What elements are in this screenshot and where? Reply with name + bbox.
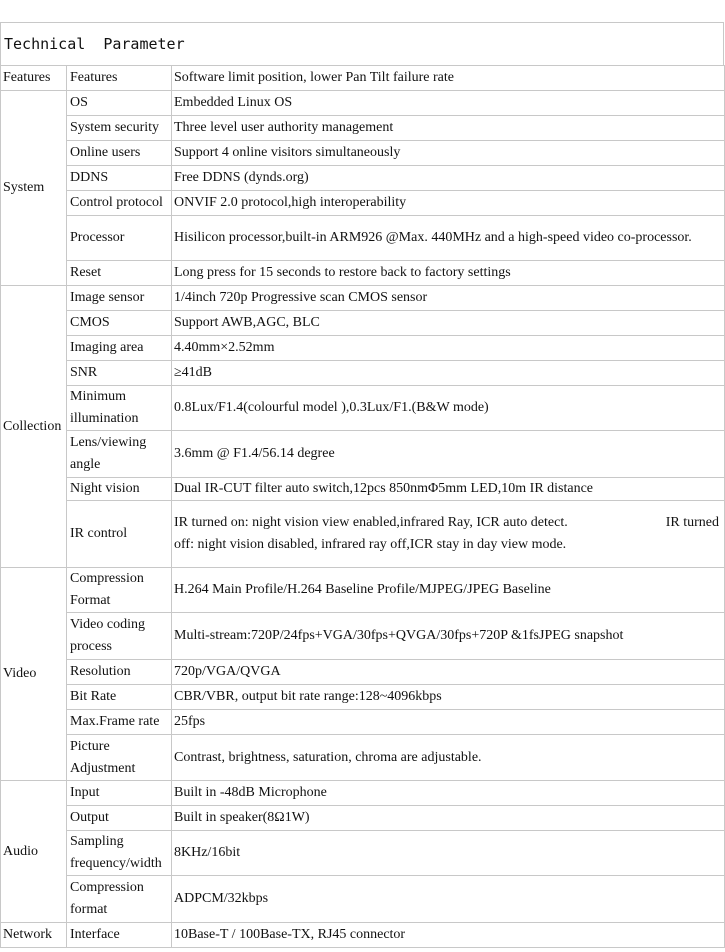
- table-row: [1, 710, 725, 735]
- header-feature: Features: [67, 66, 172, 91]
- value-cell: 0.8Lux/F1.4(colourful model ),0.3Lux/F1.(B&W mode): [172, 386, 725, 431]
- value-cell: 3.6mm @ F1.4/56.14 degree: [172, 431, 725, 478]
- feature-cell: Interface: [67, 923, 172, 948]
- category-cell: Video: [1, 568, 67, 781]
- feature-cell: Output: [67, 806, 172, 831]
- table-row: [1, 501, 725, 568]
- table-row: [1, 361, 725, 386]
- value-cell: Multi-stream:720P/24fps+VGA/30fps+QVGA/30fps+720P &1fsJPEG snapshot: [172, 613, 725, 660]
- feature-cell: Minimum illumination: [67, 386, 172, 431]
- feature-cell: Lens/viewing angle: [67, 431, 172, 478]
- table-row: [1, 91, 725, 116]
- feature-cell: Imaging area: [67, 336, 172, 361]
- value-cell: ADPCM/32kbps: [172, 876, 725, 923]
- feature-cell: Processor: [67, 216, 172, 261]
- table-row: [1, 431, 725, 478]
- category-cell: Audio: [1, 781, 67, 923]
- value-cell: Dual IR-CUT filter auto switch,12pcs 850nmΦ5mm LED,10m IR distance: [172, 478, 725, 501]
- feature-cell: Reset: [67, 261, 172, 286]
- spec-table: [0, 65, 725, 948]
- value-cell: Support 4 online visitors simultaneously: [172, 141, 725, 166]
- table-row: [1, 478, 725, 501]
- value-cell: 25fps: [172, 710, 725, 735]
- feature-cell: Night vision: [67, 478, 172, 501]
- value-cell: Free DDNS (dynds.org): [172, 166, 725, 191]
- feature-cell: OS: [67, 91, 172, 116]
- table-row: [1, 685, 725, 710]
- ir-off-text: IR turned off: night vision disabled, infrared ray off,ICR stay in day view mode.: [174, 515, 719, 552]
- table-row: [1, 336, 725, 361]
- value-cell: Hisilicon processor,built-in ARM926 @Max. 440MHz and a high-speed video co-processor.: [172, 216, 725, 261]
- feature-cell: Control protocol: [67, 191, 172, 216]
- table-row: [1, 311, 725, 336]
- table-row: [1, 261, 725, 286]
- sheet-title: Technical Parameter: [0, 22, 724, 65]
- feature-cell: SNR: [67, 361, 172, 386]
- table-row: [1, 923, 725, 948]
- feature-cell: Sampling frequency/width: [67, 831, 172, 876]
- table-row: [1, 876, 725, 923]
- feature-cell: Online users: [67, 141, 172, 166]
- ir-on-text: IR turned on: night vision view enabled,infrared Ray, ICR auto detect.: [174, 515, 568, 530]
- feature-cell: Max.Frame rate: [67, 710, 172, 735]
- category-cell: System: [1, 91, 67, 286]
- feature-cell: System security: [67, 116, 172, 141]
- feature-cell: Input: [67, 781, 172, 806]
- value-cell: 720p/VGA/QVGA: [172, 660, 725, 685]
- feature-cell: Picture Adjustment: [67, 735, 172, 781]
- value-cell: 1/4inch 720p Progressive scan CMOS sensor: [172, 286, 725, 311]
- table-header-row: [1, 66, 725, 91]
- value-cell: Built in speaker(8Ω1W): [172, 806, 725, 831]
- value-cell: Three level user authority management: [172, 116, 725, 141]
- feature-cell: DDNS: [67, 166, 172, 191]
- value-cell: Long press for 15 seconds to restore back to factory settings: [172, 261, 725, 286]
- value-cell: Embedded Linux OS: [172, 91, 725, 116]
- table-row: [1, 568, 725, 613]
- table-row: [1, 216, 725, 261]
- value-cell: 10Base-T / 100Base-TX, RJ45 connector: [172, 923, 725, 948]
- table-row: [1, 831, 725, 876]
- category-cell: Collection: [1, 286, 67, 568]
- table-row: [1, 191, 725, 216]
- table-row: [1, 660, 725, 685]
- value-cell: ≥41dB: [172, 361, 725, 386]
- feature-cell: Compression Format: [67, 568, 172, 613]
- table-row: [1, 386, 725, 431]
- spec-sheet: [0, 22, 724, 948]
- feature-cell: IR control: [67, 501, 172, 568]
- value-cell: 8KHz/16bit: [172, 831, 725, 876]
- value-cell: 4.40mm×2.52mm: [172, 336, 725, 361]
- value-cell: Support AWB,AGC, BLC: [172, 311, 725, 336]
- table-row: [1, 141, 725, 166]
- value-cell: Contrast, brightness, saturation, chroma are adjustable.: [172, 735, 725, 781]
- feature-cell: Video coding process: [67, 613, 172, 660]
- table-row: [1, 781, 725, 806]
- feature-cell: Compression format: [67, 876, 172, 923]
- table-row: [1, 166, 725, 191]
- table-row: [1, 613, 725, 660]
- table-row: [1, 286, 725, 311]
- table-row: [1, 806, 725, 831]
- table-row: [1, 116, 725, 141]
- feature-cell: Image sensor: [67, 286, 172, 311]
- table-row: [1, 735, 725, 781]
- feature-cell: CMOS: [67, 311, 172, 336]
- value-cell: Built in -48dB Microphone: [172, 781, 725, 806]
- feature-cell: Resolution: [67, 660, 172, 685]
- value-cell: ONVIF 2.0 protocol,high interoperability: [172, 191, 725, 216]
- header-value: Software limit position, lower Pan Tilt failure rate: [172, 66, 725, 91]
- category-cell: Network: [1, 923, 67, 948]
- feature-cell: Bit Rate: [67, 685, 172, 710]
- header-category: Features: [1, 66, 67, 91]
- value-cell: H.264 Main Profile/H.264 Baseline Profile/MJPEG/JPEG Baseline: [172, 568, 725, 613]
- value-cell: CBR/VBR, output bit rate range:128~4096kbps: [172, 685, 725, 710]
- value-cell: [172, 501, 725, 568]
